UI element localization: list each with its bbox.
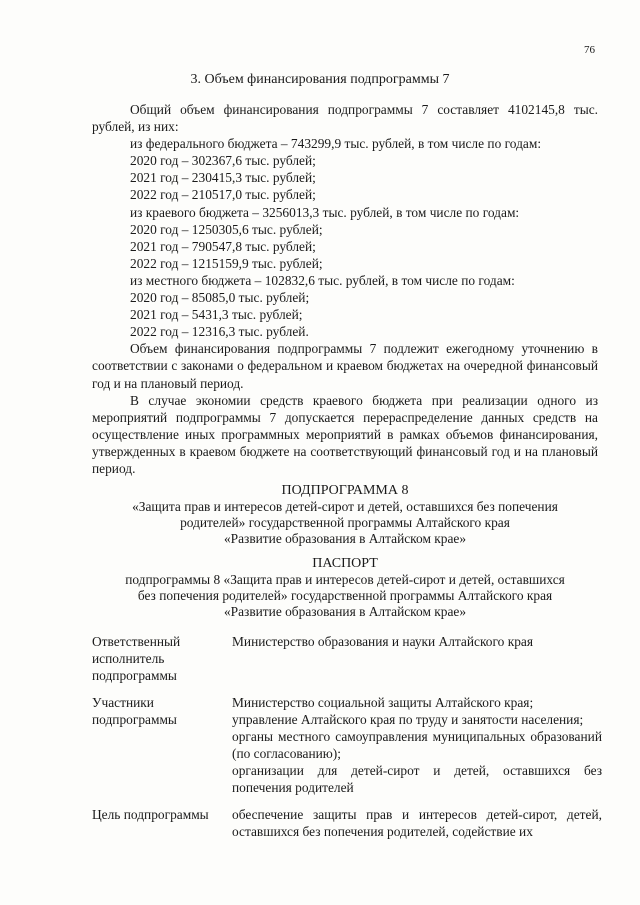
regional-2022: 2022 год – 1215159,9 тыс. рублей; [130,255,323,271]
table-row [92,633,602,684]
subprogram-heading [92,482,598,547]
passport-line-2: без попечения родителей» государственной программы Алтайского края [137,588,553,603]
participant-item: органы местного самоуправления муниципальных образований (по согласованию); [232,729,602,761]
row-label: Участники подпрограммы [92,695,177,727]
table-row [92,806,602,840]
clarification-paragraph: Объем финансирования подпрограммы 7 подлежит ежегодному уточнению в соответствии с законами о федеральном и краевом бюджетах на очередной финансовый год и на плановый период. [92,341,598,391]
participant-item: Министерство социальной защиты Алтайского края; [232,695,534,710]
participant-item: управление Алтайского края по труду и занятости населения; [232,712,584,727]
passport-title: ПАСПОРТ [312,556,378,571]
participant-item: организации для детей-сирот и детей, оставшихся без попечения родителей [232,763,602,795]
local-line: из местного бюджета – 102832,6 тыс. рублей, в том числе по годам: [130,272,515,288]
passport-line-3: «Развитие образования в Алтайском крае» [223,604,467,619]
row-value: обеспечение защиты прав и интересов детей-сирот, детей, оставшихся без попечения родителей, содействие их [232,807,602,839]
row-label: Цель подпрограммы [92,807,209,822]
row-label: Ответственный исполнитель подпрограммы [92,634,181,683]
row-value: Министерство образования и науки Алтайского края [232,634,533,649]
regional-line: из краевого бюджета – 3256013,3 тыс. рублей, в том числе по годам: [130,204,520,220]
table-row [92,694,602,796]
regional-2021: 2021 год – 790547,8 тыс. рублей; [130,238,316,254]
passport-table [92,633,602,850]
section-title: 3. Объем финансирования подпрограммы 7 [190,72,450,87]
subprogram-line-2: родителей» государственной программы Алтайского края [180,515,510,530]
subprogram-line-3: «Развитие образования в Алтайском крае» [223,531,467,546]
federal-2020: 2020 год – 302367,6 тыс. рублей; [130,153,316,169]
federal-2022: 2022 год – 210517,0 тыс. рублей; [130,187,316,203]
subprogram-title: ПОДПРОГРАММА 8 [281,483,409,498]
federal-line: из федерального бюджета – 743299,9 тыс. рублей, в том числе по годам: [130,136,542,152]
passport-line-1: подпрограммы 8 «Защита прав и интересов детей-сирот и детей, оставшихся [125,572,565,587]
passport-heading [92,555,598,620]
total-paragraph: Общий объем финансирования подпрограммы 7 составляет 4102145,8 тыс. рублей, из них: [92,102,598,135]
financing-text [92,101,598,477]
local-2020: 2020 год – 85085,0 тыс. рублей; [130,290,310,306]
subprogram-line-1: «Защита прав и интересов детей-сирот и детей, оставшихся без попечения [132,499,558,514]
page-number: 76 [584,44,595,56]
economy-paragraph: В случае экономии средств краевого бюджета при реализации одного из мероприятий подпрограммы 7 допускается перераспределение данных средств на осуществление иных программных мероприятий в рамках объемов финансирования, утвержденных в краевом бюджете на соответствующий финансовый год и на плановый период. [92,392,598,476]
regional-2020: 2020 год – 1250305,6 тыс. рублей; [130,221,323,237]
row-value [232,694,602,796]
local-2021: 2021 год – 5431,3 тыс. рублей; [130,307,303,323]
local-2022: 2022 год – 12316,3 тыс. рублей. [130,324,309,340]
federal-2021: 2021 год – 230415,3 тыс. рублей; [130,170,316,186]
